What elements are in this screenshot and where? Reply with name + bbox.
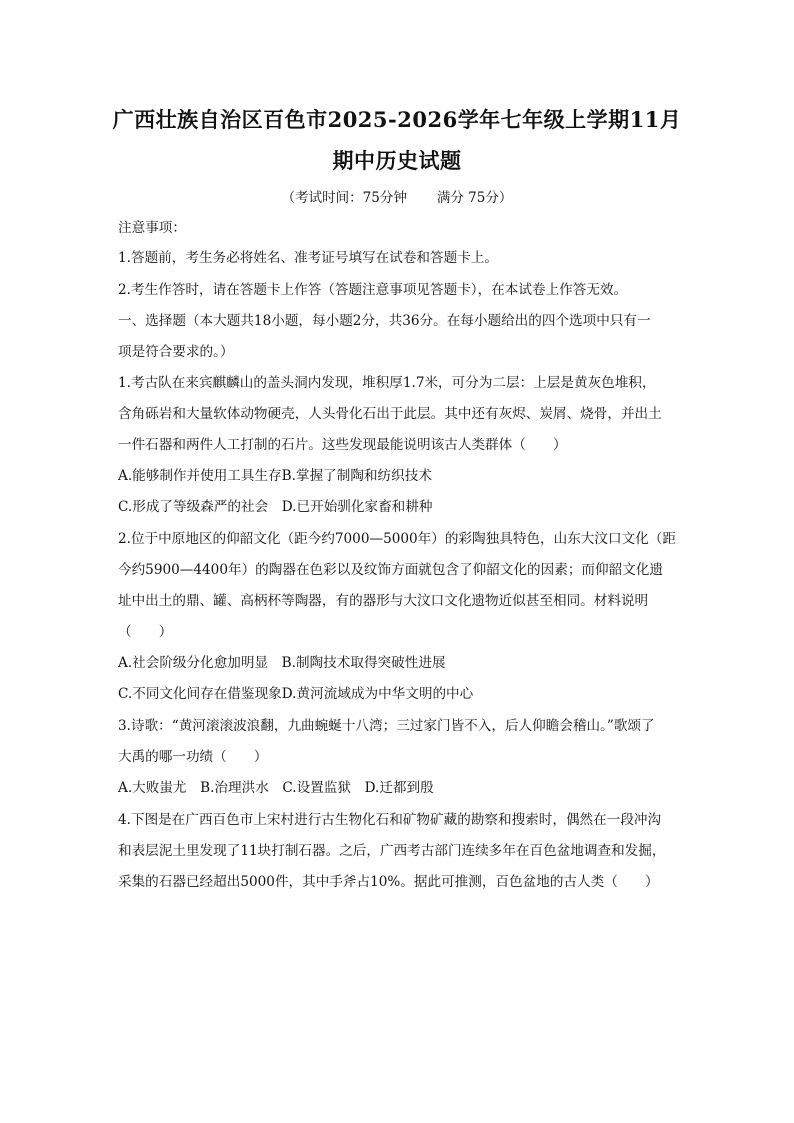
q3-stem-line1: 3.诗歌：“黄河滚滚波浪翻，九曲蜿蜒十八湾；三过家门皆不入，后人仰瞻会稽山。”歌颂了 bbox=[118, 718, 655, 734]
section-heading-line1: 一、选择题（本大题共18小题，每小题2分，共36分。在每小题给出的四个选项中只有一 bbox=[118, 313, 651, 329]
exam-time: （考试时间：75分钟 bbox=[281, 190, 407, 206]
exam-title-line1: 广西壮族自治区百色市2025-2026学年七年级上学期11月 bbox=[112, 107, 682, 132]
q1-stem-line1: 1.考古队在来宾麒麟山的盖头洞内发现，堆积厚1.7米，可分为二层：上层是黄灰色堆积， bbox=[118, 375, 656, 391]
q2-options-cd: C.不同文化间存在借鉴现象D.黄河流域成为中华文明的中心 bbox=[118, 686, 474, 702]
q2-stem-line1: 2.位于中原地区的仰韶文化（距今约7000—5000年）的彩陶独具特色，山东大汶口文化（距 bbox=[118, 531, 676, 547]
q4-stem-line3: 采集的石器已经超出5000件，其中手斧占10%。据此可推测，百色盆地的古人类（ ） bbox=[118, 874, 659, 890]
q1-options-ab: A.能够制作并使用工具生存B.掌握了制陶和纺织技术 bbox=[118, 468, 432, 484]
full-score: 满分 75分） bbox=[436, 190, 513, 206]
note-item-2: 2.考生作答时，请在答题卡上作答（答题注意事项见答题卡），在本试卷上作答无效。 bbox=[118, 282, 628, 298]
q2-stem-line2: 今约5900—4400年）的陶器在色彩以及纹饰方面就包含了仰韶文化的因素；而仰韶文化遗 bbox=[118, 562, 663, 578]
note-item-1: 1.答题前，考生务必将姓名、准考证号填写在试卷和答题卡上。 bbox=[118, 250, 498, 266]
q3-options: A.大败蚩尤 B.治理洪水 C.设置监狱 D.迁都到殷 bbox=[118, 780, 434, 796]
notes-heading: 注意事项： bbox=[118, 220, 186, 236]
q2-options-ab: A.社会阶级分化愈加明显 B.制陶技术取得突破性进展 bbox=[118, 655, 446, 671]
exam-title-line2: 期中历史试题 bbox=[332, 148, 462, 173]
q2-stem-line4: （ ） bbox=[118, 624, 173, 640]
q4-stem-line1: 4.下图是在广西百色市上宋村进行古生物化石和矿物矿藏的勘察和搜索时，偶然在一段冲沟 bbox=[118, 812, 662, 828]
exam-info bbox=[0, 186, 794, 206]
q3-stem-line2: 大禹的哪一功绩（ ） bbox=[118, 749, 268, 765]
q1-stem-line3: 一件石器和两件人工打制的石片。这些发现最能说明该古人类群体（ ） bbox=[118, 437, 567, 453]
section-heading-line2: 项是符合要求的。） bbox=[118, 344, 234, 360]
q4-stem-line2: 和表层泥土里发现了11块打制石器。之后，广西考古部门连续多年在百色盆地调查和发掘， bbox=[118, 843, 666, 859]
q1-options-cd: C.形成了等级森严的社会 D.已开始驯化家畜和耕种 bbox=[118, 499, 433, 515]
q1-stem-line2: 含角砾岩和大量软体动物硬壳，人头骨化石出于此层。其中还有灰烬、炭屑、烧骨，并出土 bbox=[118, 406, 662, 422]
q2-stem-line3: 址中出土的鼎、罐、高柄杯等陶器，有的器形与大汶口文化遗物近似甚至相同。材料说明 bbox=[118, 593, 649, 609]
